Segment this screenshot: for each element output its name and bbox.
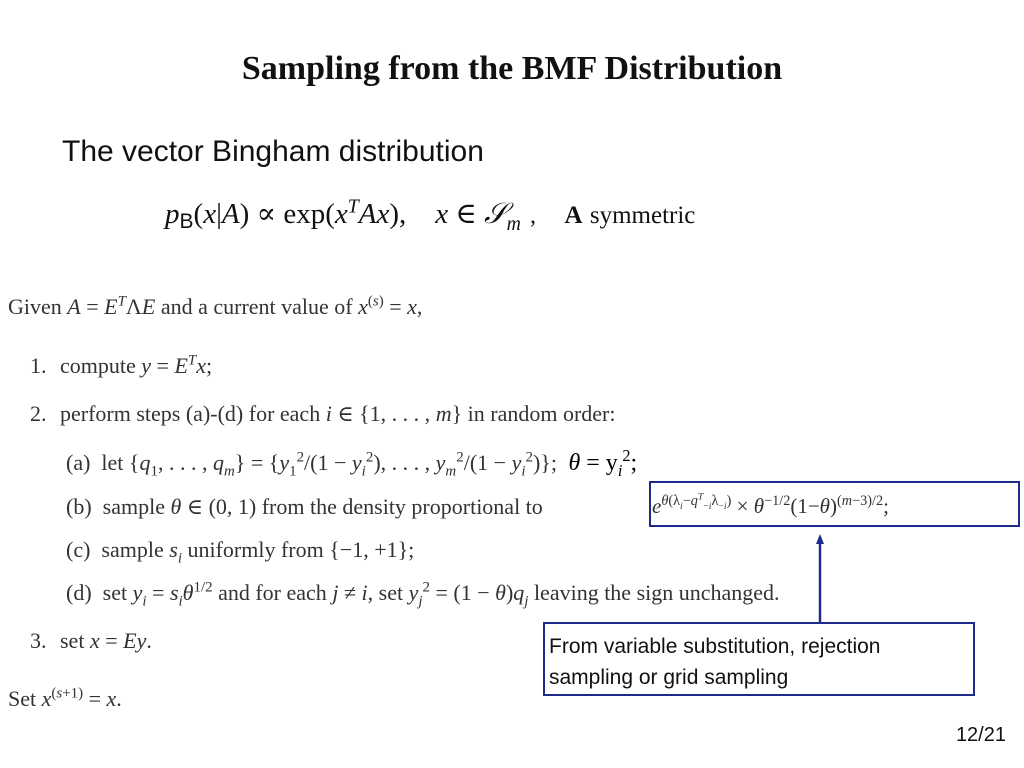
step-d-text: set [102, 580, 128, 605]
density-expression: $e^{\theta(\lambda_i-q^T_{-i}\lambda_{-i})} \times \theta^{-1/2}(1-\theta)^{(m-3)/2}$; [652, 491, 889, 518]
step-a-text: let [101, 450, 124, 475]
step-d-label: (d) [66, 580, 92, 605]
step-2-number: 2. [30, 401, 47, 426]
step-3-number: 3. [30, 628, 47, 653]
step-a-label: (a) [66, 450, 91, 475]
step-d: (d) set $y_i = s_i\theta^{1/2}$ and for each j ≠ i, set $y_j^2 = (1 - \theta)q_j$ leaving the sign unchanged. [66, 579, 780, 610]
step-d-end: leaving the sign unchanged. [533, 580, 780, 605]
step-b: (b) sample θ ∈ (0, 1) from the density proportional to [66, 494, 543, 519]
step-1-number: 1. [30, 353, 47, 378]
page-number: 12/21 [955, 724, 1006, 746]
step-c-label: (c) [66, 537, 91, 562]
formula-comma: , [530, 203, 537, 229]
step-3-text: set [60, 628, 85, 653]
step-a: (a) let {$q_1$, . . . , $q_m\} = \{y_1^2/(1 - y_i^2)$, . . . , $y_m^2/(1 - y_i^2)$}; $\theta = y_i^2$; [66, 446, 638, 480]
step-c-mid: uniformly from [187, 537, 324, 562]
density-highlight-box [649, 481, 1020, 527]
step-d-mid: and for each [218, 580, 327, 605]
given-word: Given [8, 294, 62, 319]
step-1: 1. compute $y = E^Tx$; [30, 352, 213, 378]
up-arrow-icon [815, 534, 825, 624]
given-mid: and a current value of [160, 294, 353, 319]
step-c-text: sample [101, 537, 164, 562]
step-b-text: sample [102, 494, 165, 519]
formula-matrix-a: A [564, 202, 583, 229]
step-3: 3. set x = Ey. [30, 628, 152, 653]
formula-symmetric: symmetric [589, 202, 696, 229]
final-line: Set $x^{(s+1)} = x$. [8, 685, 122, 711]
slide-subtitle: The vector Bingham distribution [62, 135, 484, 168]
step-c: (c) sample $s_i$ uniformly from {−1, +1}; [66, 537, 415, 567]
slide-title: Sampling from the BMF Distribution [241, 50, 783, 87]
given-line: Given $A = E^T\Lambda E$ and a current value of $x^{(s)} = x$, [8, 293, 423, 319]
step-b-mid: from the density proportional to [261, 494, 543, 519]
step-2-text: perform steps (a)-(d) for each [60, 401, 321, 426]
step-b-label: (b) [66, 494, 92, 519]
step-2: 2. perform steps (a)-(d) for each i ∈ {1, . . . , m} in random order: [30, 401, 616, 426]
step-d-set: , set [367, 580, 404, 605]
bingham-formula: $pB(x|A) \propto \exp(x^TAx)$, x ∈ 𝒮$_m$ , A symmetric [165, 195, 696, 235]
step-2-end: in random order: [467, 401, 616, 426]
callout-box: From variable substitution, rejection sampling or grid sampling [543, 622, 975, 696]
step-1-text: compute [60, 353, 136, 378]
final-word: Set [8, 686, 37, 711]
